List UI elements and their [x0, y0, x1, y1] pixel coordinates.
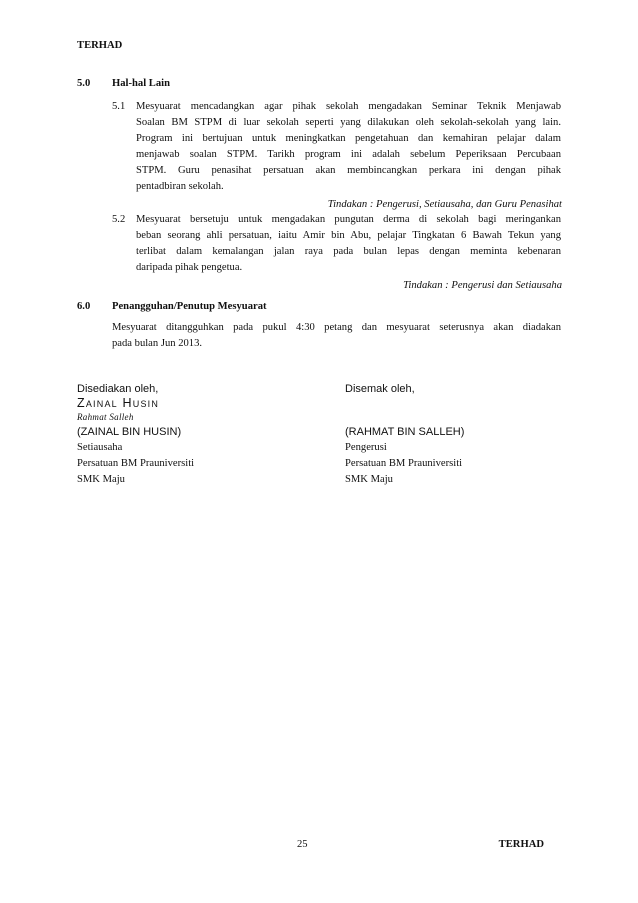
item-5-1-line: pentadbiran sekolah. — [136, 181, 224, 192]
signer-left-org: Persatuan BM Prauniversiti — [77, 458, 195, 469]
item-5-2-line: terlibat dalam kemalangan jalan raya pada bulan lepas dengan meminta kebenaran — [136, 246, 561, 257]
item-5-1-line: Program ini bertujuan untuk meningkatkan pengetahuan dan kemahiran pelajar dalam — [136, 133, 561, 144]
signer-right-school: SMK Maju — [345, 474, 393, 485]
item-5-1-line: STPM. Guru penasihat persatuan akan membincangkan perkara ini dengan pihak — [136, 165, 561, 176]
item-5-2-line: beban seorang ahli persatuan, iaitu Amir bin Abu, pelajar Tingkatan 6 Bawah Tekun yang — [136, 230, 561, 241]
signature-zainal: Zainal Husin — [77, 396, 160, 410]
header-classification: TERHAD — [77, 40, 123, 51]
signer-right-name: (RAHMAT BIN SALLEH) — [345, 426, 465, 438]
item-5-2-line: Mesyuarat bersetuju untuk mengadakan pungutan derma di sekolah bagi meringankan — [136, 214, 561, 225]
signer-right-org: Persatuan BM Prauniversiti — [345, 458, 463, 469]
reviewed-by-caption: Disemak oleh, — [345, 383, 415, 395]
section-6-number: 6.0 — [77, 301, 91, 312]
item-5-1-line: Mesyuarat mencadangkan agar pihak sekolah mengadakan Seminar Teknik Menjawab — [136, 101, 561, 112]
prepared-by-caption: Disediakan oleh, — [77, 383, 159, 395]
section-5-number: 5.0 — [77, 78, 91, 89]
section-6-line: Mesyuarat ditangguhkan pada pukul 4:30 petang dan mesyuarat seterusnya akan diadakan — [112, 322, 561, 333]
signer-left-name: (ZAINAL BIN HUSIN) — [77, 426, 182, 438]
signer-right-role: Pengerusi — [345, 442, 387, 453]
page-number: 25 — [297, 839, 308, 850]
item-5-2-number: 5.2 — [112, 214, 126, 225]
signature-rahmat: Rahmat Salleh — [77, 412, 134, 422]
item-5-1-number: 5.1 — [112, 101, 126, 112]
signer-left-school: SMK Maju — [77, 474, 125, 485]
section-6-title: Penangguhan/Penutup Mesyuarat — [112, 301, 267, 312]
item-5-2-action: Tindakan : Pengerusi dan Setiausaha — [403, 280, 562, 291]
item-5-1-action: Tindakan : Pengerusi, Setiausaha, dan Guru Penasihat — [327, 199, 562, 210]
section-5-title: Hal-hal Lain — [112, 78, 170, 89]
footer-classification: TERHAD — [498, 839, 544, 850]
section-6-line: pada bulan Jun 2013. — [112, 338, 203, 349]
item-5-1-line: menjawab soalan STPM. Tarikh program ini adalah sebelum Peperiksaan Percubaan — [136, 149, 561, 160]
signer-left-role: Setiausaha — [77, 442, 123, 453]
item-5-1-line: Soalan BM STPM di luar sekolah seperti yang dilakukan oleh sekolah-sekolah yang lain. — [136, 117, 561, 128]
item-5-2-line: daripada pihak pengetua. — [136, 262, 243, 273]
